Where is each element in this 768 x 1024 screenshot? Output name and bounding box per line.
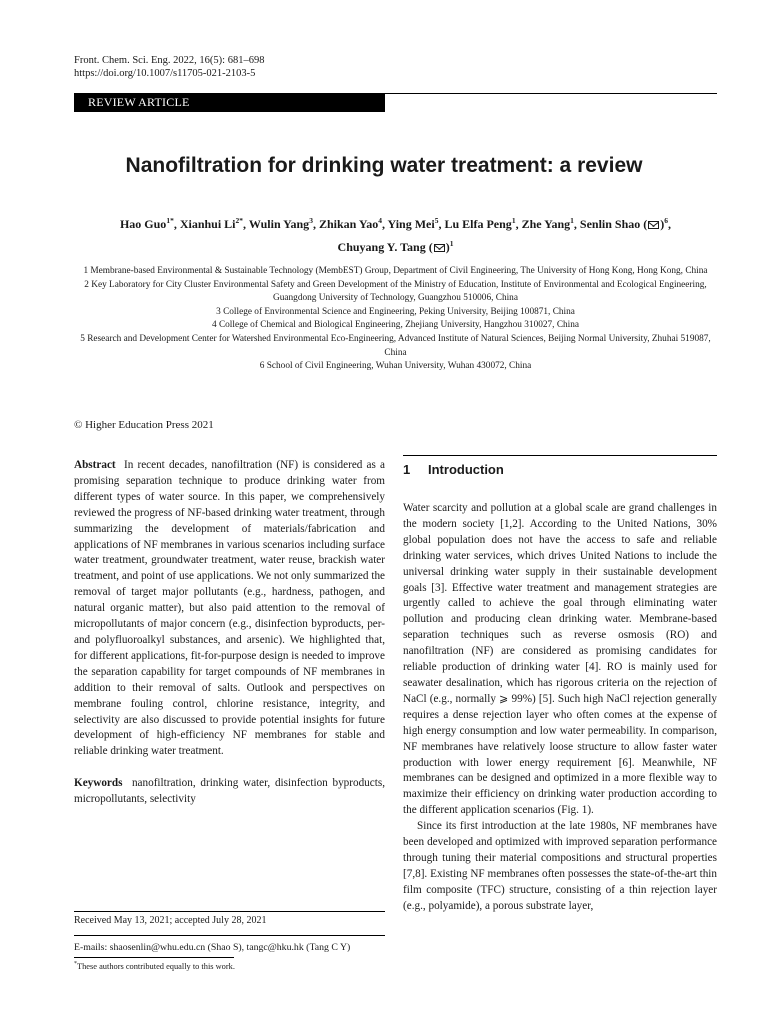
left-column xyxy=(74,458,385,808)
footnote-short-rule xyxy=(74,957,234,958)
article-title: Nanofiltration for drinking water treatment: a review xyxy=(125,154,643,177)
author-zhikan-yao: Zhikan Yao$^4$ xyxy=(318,216,382,231)
author-chuyang-tang: Chuyang Y. Tang ( )$^1$ xyxy=(337,239,454,254)
doi-link[interactable]: https://doi.org/10.1007/s11705-021-2103-5 xyxy=(74,68,256,79)
footnote-rule xyxy=(74,911,385,912)
author-wulin-yang: Wulin Yang$^3$ xyxy=(248,216,313,231)
right-column xyxy=(403,455,717,915)
copyright-notice: © Higher Education Press 2021 xyxy=(74,419,214,431)
section-number: 1 xyxy=(403,462,411,477)
received-dates: Received May 13, 2021; accepted July 28, 2021 xyxy=(74,915,267,926)
author-list: Hao Guo$^{1*}$, Xianhui $Li^{2*}$, Wulin Yang$^3$, Zhikan Yao$^4$, Ying Mei$^5$, Lu Elfa Peng$^1$, Zhe Yang$^1$, Senlin Shao ( )$^6$, Chuyang Y. Tang ( )$^1$ xyxy=(119,216,672,254)
author-xianhui-li: Xianhui $Li^{2*}$ xyxy=(179,216,244,231)
section-heading xyxy=(403,462,717,477)
affiliation-1: 1 Membrane-based Environmental & Sustainable Technology (MembEST) Group, Department of Civil Engineering, The University of Hong Kong, Hong Kong, China xyxy=(83,266,708,276)
affiliation-6: 6 School of Civil Engineering, Wuhan University, Wuhan 430072, China xyxy=(259,361,532,372)
author-ying-mei: Ying Mei$^5$ xyxy=(387,216,439,231)
equal-contribution-note: *These authors contributed equally to this work. xyxy=(74,961,235,971)
introduction-body xyxy=(403,501,717,915)
paragraph: Water scarcity and pollution at a global scale are grand challenges in the modern society [1,2]. According to the United Nations, 30% global population does not have the access to safe and reliable drinking water services, which drives United Nations to include the universal drinking water supply in their sustainable development goals [3]. Effective water treatment and management strategies are urgently called to achieve the goal through eliminating water pollution and producing clean drinking water. Membrane-based separation techniques such as reverse osmosis (RO) and nanofiltration (NF) are considered as promising candidates for reliable production of drinking water [4]. RO is mainly used for seawater desalination, which has rigorous criteria on the rejection of NaCl (e.g., normally ⩾ 99%) [5]. Such high NaCl rejection generally requires a dense rejection layer who often comes at the expense of high energy consumption and low water permeability. In comparison, NF membranes have relatively loose structure to allow faster water production with lower energy requirement [6]. Meanwhile, NF membranes can be designed and optimized in a more flexible way to maximize their efficiency on drinking water production according to the different application scenarios (Fig. 1). xyxy=(403,502,717,817)
section-title: Introduction xyxy=(428,462,504,477)
email-envelope-icon[interactable] xyxy=(648,221,659,229)
affiliation-list xyxy=(74,265,717,374)
abstract-label: Abstract xyxy=(74,459,116,471)
affiliation-2: 2 Key Laboratory for City Cluster Environmental Safety and Green Development of the Ministry of Education, Institute of Environmental and Ecological Engineering, Guangdong University of Technology, Guangzhou 510006, China xyxy=(84,279,707,304)
journal-info xyxy=(74,54,264,80)
abstract-text: In recent decades, nanofiltration (NF) is considered as a promising separation technique to produce drinking water from different types of water source. In this paper, we comprehensively reviewed the progress of NF-based drinking water treatment, through summarizing the development of materials/fabrication and applications of NF membranes in various scenarios including surface water treatment, groundwater treatment, water reuse, brackish water treatment, and point of use applications. We not only summarized the removal of target major pollutants (e.g., hardness, pathogen, and natural organic matter), but also paid attention to the removal of micropollutants of major concern (e.g., disinfection byproducts, per- and polyfluoroalkyl substances, and arsenic). We highlighted that, for different applications, fit-for-purpose design is needed to improve the separation capability for target compounds of NF membranes in addition to their removal of salts. Outlook and perspectives on membrane fouling control, chlorine resistance, integrity, and selectivity are also discussed to provide potential insights for future development of high-efficiency NF membranes for stable and reliable drinking water treatment. xyxy=(74,459,386,758)
footnote-rule xyxy=(74,935,385,936)
email-envelope-icon[interactable] xyxy=(434,244,445,252)
affiliation-3: 3 College of Environmental Science and Engineering, Peking University, Beijing 100871, China xyxy=(216,306,575,317)
keywords xyxy=(74,776,385,808)
footnotes xyxy=(74,911,385,972)
affiliation-5: 5 Research and Development Center for Watershed Environmental Eco-Engineering, Advanced Institute of Natural Sciences, Beijing Normal University, Zhuhai 519087, China xyxy=(80,333,711,358)
author-hao-guo: Hao Guo$^{1*}$ xyxy=(119,216,174,231)
abstract xyxy=(74,458,385,760)
author-senlin-shao: Senlin Shao ( )$^6$ xyxy=(579,216,669,231)
section-rule xyxy=(403,455,717,456)
author-lu-elfa-peng: Lu Elfa Peng$^1$ xyxy=(444,216,516,231)
keywords-text: nanofiltration, drinking water, disinfection byproducts, micropollutants, selectivity xyxy=(74,777,386,806)
contact-emails: E-mails: shaosenlin@whu.edu.cn (Shao S), tangc@hku.hk (Tang C Y) xyxy=(74,942,351,953)
affiliation-4: 4 College of Chemical and Biological Engineering, Zhejiang University, Hangzhou 310027, China xyxy=(211,320,580,331)
article-type-banner: REVIEW ARTICLE xyxy=(74,93,385,112)
paragraph: Since its first introduction at the late 1980s, NF membranes have been developed and optimized with improved separation performance through tuning their material compositions and structural properties [7,8]. Existing NF membranes often possesses the state-of-the-art thin film composite (TFC) structure, consisting of a thin rejection layer (e.g., polyamide), a porous substrate layer, xyxy=(403,820,717,912)
author-zhe-yang: Zhe Yang$^1$ xyxy=(521,216,574,231)
keywords-label: Keywords xyxy=(74,777,123,790)
journal-citation: Front. Chem. Sci. Eng. 2022, 16(5): 681–698 xyxy=(74,55,265,66)
